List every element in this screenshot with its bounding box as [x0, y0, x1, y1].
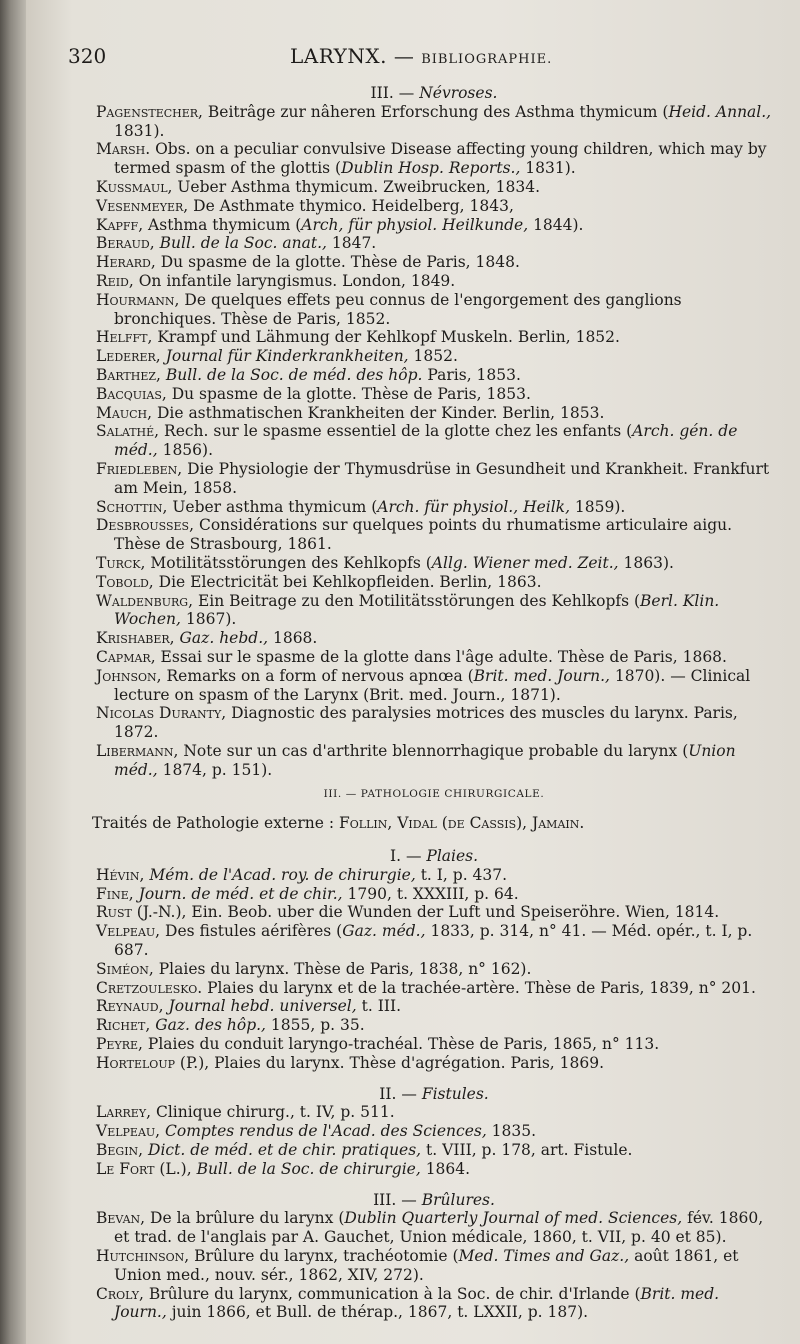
entry-author: Kapff,	[96, 215, 144, 234]
entry-author: Begin,	[96, 1141, 144, 1160]
entry-text: (L.),	[154, 1159, 197, 1178]
page-number: 320	[68, 44, 107, 68]
entry-text: 1870). — Clinical lecture on spasm of the Larynx (Brit. med. Journ., 1871).	[114, 666, 751, 704]
entry-author: Fine,	[96, 884, 134, 903]
entry-author: Bevan,	[96, 1209, 146, 1228]
entry-text: Ueber asthma thymicum (	[167, 497, 378, 516]
entry-author: Richet,	[96, 1016, 151, 1035]
entry-text: Beitrâge zur nâheren Erforschung des Asthma thymicum (	[202, 102, 669, 121]
bibliography-entry	[96, 347, 772, 366]
entry-journal: Brit. med. Journ.,	[114, 1284, 720, 1322]
bibliography-entry	[96, 667, 772, 705]
entry-text: On infantile laryngismus. London, 1849.	[133, 271, 456, 290]
entry-text: 1833, p. 314, n° 41. — Méd. opér., t. I, p. 687.	[114, 922, 753, 960]
entry-text: De quelques effets peu connus de l'engorgement des ganglions bronchiques. Thèse de Paris, 1852.	[114, 290, 682, 328]
entry-author: Mauch,	[96, 403, 153, 422]
entry-journal: Med. Times and Gaz.,	[458, 1247, 630, 1266]
entry-text: Note sur un cas d'arthrite blennorrhagique probable du larynx (	[178, 741, 689, 760]
entry-author: Friedleben,	[96, 459, 183, 478]
bibliography-entry	[96, 197, 772, 216]
entry-journal: Dublin Quarterly Journal of med. Sciences,	[344, 1209, 683, 1228]
book-binding-shadow	[0, 0, 26, 1344]
entry-journal: Union méd.,	[114, 741, 736, 779]
entry-text: Motilitätsstörungen des Kehlkopfs (	[145, 553, 432, 572]
entry-text: fév. 1860, et trad. de l'anglais par A. Gauchet, Union médicale, 1860, t. VII, p. 40 et 85).	[114, 1209, 764, 1247]
entry-author: Vesenmeyer,	[96, 196, 189, 215]
bibliography-entry	[96, 629, 772, 648]
bibliography-entry	[96, 885, 772, 904]
entry-text: De Asthmate thymico. Heidelberg, 1843,	[188, 196, 514, 215]
entry-text: Obs. on a peculiar convulsive Disease affecting young children, which may by termed spasm of the glottis (	[114, 140, 767, 178]
entry-author: Johnson,	[96, 666, 162, 685]
entry-text: 1831).	[114, 121, 165, 140]
section-heading-nevroses: III. — Névroses.	[370, 84, 498, 102]
entry-text: t. VIII, p. 178, art. Fistule.	[421, 1141, 633, 1160]
entry-journal: Journal hebd. universel,	[168, 997, 357, 1016]
entry-text: Die Physiologie der Thymusdrüse in Gesundheit und Krankheit. Frankfurt am Mein, 1858.	[114, 459, 770, 497]
entry-text: Brûlure du larynx, trachéotomie (	[189, 1247, 459, 1266]
entry-text: août 1861, et Union med., nouv. sér., 1862, XIV, 272).	[114, 1247, 739, 1284]
entry-text: Asthma thymicum (	[143, 215, 302, 234]
entry-author: Velpeau,	[96, 922, 161, 941]
bibliography-entry	[96, 366, 772, 385]
entry-text: Clinique chirurg., t. IV, p. 511.	[151, 1103, 395, 1122]
bibliography-entry	[96, 573, 772, 592]
bibliography-entry	[96, 903, 772, 922]
bibliography-entry	[96, 291, 772, 329]
brulures-list	[96, 1209, 772, 1322]
entry-journal: Gaz. méd.,	[342, 922, 426, 941]
entry-author: Horteloup	[96, 1053, 175, 1072]
entry-author: Pagenstecher,	[96, 102, 203, 121]
entry-journal: Gaz. des hôp.,	[155, 1016, 266, 1035]
entry-author: Hévin,	[96, 865, 145, 884]
entry-text: Rech. sur le spasme essentiel de la glotte chez les enfants (	[159, 422, 633, 441]
bibliography-entry	[96, 253, 772, 272]
entry-author: Bacquias,	[96, 384, 167, 403]
bibliography-entry	[96, 1016, 772, 1035]
entry-author: Turck,	[96, 553, 146, 572]
entry-author: Velpeau,	[96, 1122, 161, 1141]
entry-author: Tobold,	[96, 572, 154, 591]
entry-author: Peyre,	[96, 1035, 143, 1054]
bibliography-entry	[96, 1103, 772, 1122]
entry-author: Waldenburg,	[96, 591, 194, 610]
bibliography-entry	[96, 404, 772, 423]
nevroses-list	[96, 103, 772, 780]
entry-text: Die Electricität bei Kehlkopfleiden. Berlin, 1863.	[153, 572, 542, 591]
fistules-list	[96, 1103, 772, 1178]
entry-text: 1844).	[528, 215, 584, 234]
entry-text: 1855, p. 35.	[265, 1016, 365, 1035]
entry-text: Plaies du larynx et de la trachée-artère. Thèse de Paris, 1839, n° 201.	[202, 978, 756, 997]
bibliography-entry	[96, 1209, 772, 1247]
entry-author: Le Fort	[96, 1159, 155, 1178]
bibliography-entry	[96, 742, 772, 780]
entry-text: Paris, 1853.	[422, 365, 521, 384]
entry-journal: Gaz. hebd.,	[179, 629, 269, 648]
entry-text: Ein Beitrage zu den Motilitätsstörungen des Kehlkopfs (	[193, 591, 641, 610]
entry-author: Salathé,	[96, 422, 160, 441]
entry-text: Considérations sur quelques points du rhumatisme articulaire aigu. Thèse de Strasbourg, 1861.	[114, 516, 733, 554]
entry-journal: Comptes rendus de l'Acad. des Sciences,	[165, 1122, 487, 1141]
entry-text: 1864.	[420, 1159, 471, 1178]
bibliography-entry	[96, 704, 772, 742]
entry-author: Lederer,	[96, 347, 161, 366]
bibliography-entry	[96, 1160, 772, 1179]
page-header	[68, 44, 768, 74]
bibliography-entry	[96, 866, 772, 885]
entry-author: Helfft,	[96, 328, 153, 347]
bibliography-entry	[96, 422, 772, 460]
bibliography-entry	[96, 178, 772, 197]
entry-journal: Allg. Wiener med. Zeit.,	[431, 553, 619, 572]
entry-text: 1874, p. 151).	[157, 760, 273, 779]
bibliography-entry	[96, 979, 772, 998]
bibliography-entry	[96, 922, 772, 960]
section-heading-brulures: III. — Brûlures.	[373, 1190, 495, 1209]
entry-author: Rust	[96, 903, 132, 922]
bibliography-entry	[96, 1141, 772, 1160]
entry-journal: Brit. med. Journ.,	[473, 666, 610, 685]
bibliography-entry	[96, 460, 772, 498]
entry-author: Marsh.	[96, 140, 151, 159]
entry-text: 1856).	[157, 441, 214, 460]
entry-text: 1863).	[618, 553, 674, 572]
entry-author: Nicolas Duranty,	[96, 704, 227, 723]
entry-text: 1831).	[520, 159, 576, 178]
entry-author: Schottin,	[96, 497, 168, 516]
entry-author: Desbrousses,	[96, 516, 195, 535]
plaies-list	[96, 866, 772, 1073]
running-title: LARYNX. — BIBLIOGRAPHIE.	[290, 44, 553, 68]
entry-text: juin 1866, et Bull. de thérap., 1867, t. LXXII, p. 187).	[166, 1303, 589, 1322]
entry-journal: Journ. de méd. et de chir.,	[138, 884, 343, 903]
entry-text: Essai sur le spasme de la glotte dans l'âge adulte. Thèse de Paris, 1868.	[155, 647, 727, 666]
section-heading-pathologie: III. — PATHOLOGIE CHIRURGICALE.	[323, 788, 545, 801]
entry-text: 1852.	[408, 347, 458, 366]
entry-author: Hutchinson,	[96, 1247, 190, 1266]
entry-text: t. III.	[356, 997, 401, 1016]
entry-author: Larrey,	[96, 1103, 152, 1122]
section-heading-fistules: II. — Fistules.	[379, 1084, 489, 1103]
entry-text: Du spasme de la glotte. Thèse de Paris, 1848.	[155, 253, 520, 272]
entry-author: Hourmann,	[96, 290, 180, 309]
bibliography-entry	[96, 216, 772, 235]
entry-text: Diagnostic des paralysies motrices des muscles du larynx. Paris, 1872.	[114, 704, 738, 742]
bibliography-entry	[96, 103, 772, 141]
entry-author: Croly,	[96, 1284, 144, 1303]
entry-journal: Journal für Kinderkrankheiten,	[165, 347, 409, 366]
entry-journal: Arch, für physiol. Heilkunde,	[301, 215, 529, 234]
entry-author: Capmar,	[96, 647, 156, 666]
entry-text: Remarks on a form of nervous apnœa (	[161, 666, 474, 685]
entry-text: Brûlure du larynx, communication à la Soc. de chir. d'Irlande (	[143, 1284, 641, 1303]
entry-text: Des fistules aérifères (	[160, 922, 343, 941]
bibliography-entry	[96, 1054, 772, 1073]
entry-text: (P.), Plaies du larynx. Thèse d'agrégation. Paris, 1869.	[175, 1053, 605, 1072]
entry-journal: Arch. gén. de méd.,	[114, 422, 738, 460]
entry-author: Reid,	[96, 271, 134, 290]
bibliography-entry	[96, 1247, 772, 1285]
entry-text: Du spasme de la glotte. Thèse de Paris, 1853.	[166, 384, 531, 403]
bibliography-entry	[96, 648, 772, 667]
entry-journal: Arch. für physiol., Heilk,	[377, 497, 570, 516]
bibliography-entry	[96, 140, 772, 178]
entry-author: Kussmaul,	[96, 177, 173, 196]
bibliography-entry	[96, 1122, 772, 1141]
bibliography-entry	[96, 592, 772, 630]
entry-text: 1790, t. XXXIII, p. 64.	[342, 884, 519, 903]
entry-author: Cretzoulesko.	[96, 978, 203, 997]
entry-journal: Heid. Annal.,	[668, 102, 772, 121]
bibliography-entry	[96, 1035, 772, 1054]
bibliography-entry	[96, 997, 772, 1016]
entry-text: 1868.	[268, 629, 318, 648]
entry-author: Reynaud,	[96, 997, 164, 1016]
entry-author: Siméon,	[96, 959, 154, 978]
bibliography-entry	[96, 272, 772, 291]
entry-author: Krishaber,	[96, 629, 175, 648]
entry-journal: Berl. Klin. Wochen,	[114, 591, 720, 629]
entry-text: Plaies du conduit laryngo-trachéal. Thèse de Paris, 1865, n° 113.	[142, 1035, 660, 1054]
entry-text: (J.-N.), Ein. Beob. uber die Wunden der Luft und Speiseröhre. Wien, 1814.	[131, 903, 720, 922]
entry-journal: Bull. de la Soc. de méd. des hôp.	[165, 365, 423, 384]
entry-text: 1847.	[326, 234, 377, 253]
entry-author: Beraud,	[96, 234, 155, 253]
entry-text: t. I, p. 437.	[415, 865, 508, 884]
entry-text: Krampf und Lähmung der Kehlkopf Muskeln. Berlin, 1852.	[152, 328, 620, 347]
entry-text: Die asthmatischen Krankheiten der Kinder. Berlin, 1853.	[152, 403, 605, 422]
entry-journal: Dublin Hosp. Reports.,	[341, 159, 521, 178]
bibliography-entry	[96, 516, 772, 554]
entry-journal: Mém. de l'Acad. roy. de chirurgie,	[149, 865, 416, 884]
bibliography-entry	[96, 554, 772, 573]
entry-journal: Dict. de méd. et de chir. pratiques,	[148, 1141, 422, 1160]
bibliography-entry	[96, 498, 772, 517]
entry-journal: Bull. de la Soc. anat.,	[159, 234, 327, 253]
entry-text: 1867).	[180, 610, 237, 629]
bibliography-entry	[96, 385, 772, 404]
section-heading-plaies: I. — Plaies.	[389, 847, 479, 866]
bibliography-entry	[96, 960, 772, 979]
entry-author: Herard,	[96, 253, 156, 272]
entry-text: Plaies du larynx. Thèse de Paris, 1838, n° 162).	[153, 959, 532, 978]
bibliography-entry	[96, 234, 772, 253]
entry-author: Barthez,	[96, 365, 161, 384]
entry-text: 1859).	[570, 497, 626, 516]
bibliography-content	[92, 84, 772, 1322]
bibliography-entry	[96, 328, 772, 347]
bibliography-entry	[96, 1285, 772, 1323]
entry-text: De la brûlure du larynx (	[145, 1209, 345, 1228]
pathologie-intro: Traités de Pathologie externe : Follin, Vidal (de Cassis), Jamain.	[92, 814, 585, 833]
entry-author: Libermann,	[96, 741, 179, 760]
entry-text: 1835.	[486, 1122, 537, 1141]
entry-journal: Bull. de la Soc. de chirurgie,	[196, 1159, 421, 1178]
entry-text: Ueber Asthma thymicum. Zweibrucken, 1834.	[172, 177, 541, 196]
